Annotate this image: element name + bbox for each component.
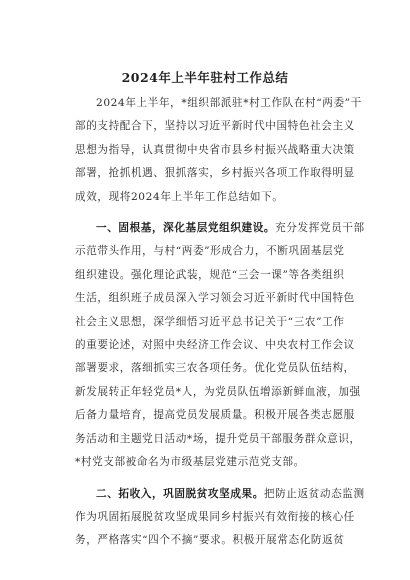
text-line: 社会主义思想，深学细悟习近平总书记关于“三农”工作 — [75, 315, 345, 328]
text-line: 2024年上半年，*组织部派驻*村工作队在村“两委”干 — [96, 97, 362, 109]
section-heading-line — [75, 217, 365, 240]
text-line: 新发展转正年轻党员*人，为党员队伍增添新鲜血液，加强 — [75, 385, 361, 398]
section-two-heading: 二、拓收入，巩固脱贫攻坚成果。 — [96, 487, 264, 500]
text-line: 作为巩固拓展脱贫攻坚成果同乡村振兴有效衔接的核心任 — [75, 510, 355, 523]
text-line: 务，严格落实“四个不摘”要求。积极开展常态化防返贫 — [75, 534, 345, 547]
text-line: 成效，现将2024年上半年工作总结如下。 — [75, 190, 284, 203]
text-line: 部署要求，落细抓实三农各项任务。优化党员队伍结构， — [75, 362, 355, 375]
paragraph-spacer — [75, 209, 345, 217]
text-line: 后备力量培育，提高党员发展质量。积极开展各类志愿服 — [75, 409, 355, 422]
text-line: *村党支部被命名为市级基层党建示范党支部。 — [75, 456, 305, 469]
section-heading-line — [75, 483, 365, 506]
text-line: 示范带头作用，与村“两委”形成合力，不断巩固基层党 — [75, 245, 345, 258]
text-line: 生活，组织班子成员深入学习领会习近平新时代中国特色 — [75, 292, 355, 305]
section-one-heading: 一、固根基，深化基层党组织建设。 — [96, 222, 276, 235]
text-line: 部署，抢抓机遇、狠抓落实，乡村振兴各项工作取得明显 — [75, 167, 355, 180]
text-line: 思想为指导，认真贯彻中央省市县乡村振兴战略重大决策 — [75, 143, 355, 156]
text-fragment: 把防止返贫动态监测 — [263, 487, 365, 500]
text-line: 的重要论述，对照中央经济工作会议、中央农村工作会议 — [75, 339, 355, 352]
section-one-paragraph — [75, 217, 365, 474]
text-fragment: 充分发挥党员干部 — [275, 222, 365, 235]
text-line: 务活动和主题党日活动*场，提升党员干部服务群众意识， — [75, 432, 361, 445]
paragraph-spacer — [75, 475, 345, 483]
text-line: 部的支持配合下，坚持以习近平新时代中国特色社会主义 — [75, 120, 355, 133]
document-body — [75, 92, 365, 553]
section-two-paragraph — [75, 483, 365, 553]
text-line: 组织建设。强化理论武装，规范“三会一课”等各类组织 — [75, 268, 345, 281]
intro-paragraph — [75, 92, 362, 209]
document-title: 2024年上半年驻村工作总结 — [121, 70, 289, 85]
